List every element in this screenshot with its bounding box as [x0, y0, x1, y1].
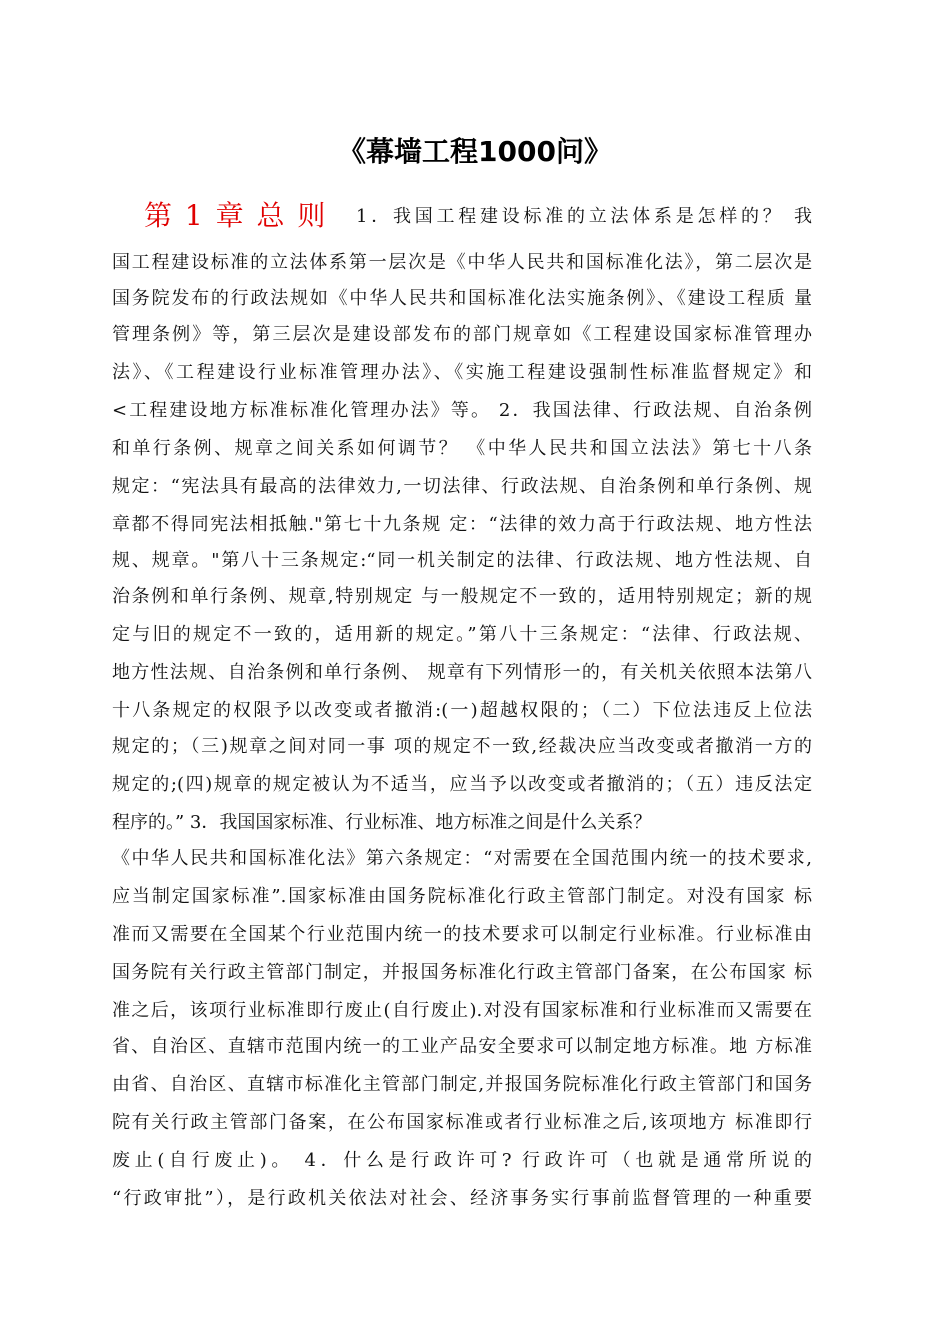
body-line: 《中华人民共和国标准化法》第六条规定：“对需要在全国范围内统一的技术要求, [112, 848, 812, 869]
body-line: 治条例和单行条例、规章,特别规定 与一般规定不一致的，适用特别规定；新的规 [112, 586, 812, 607]
first-line-text: 1．我国工程建设标准的立法体系是怎样的？ 我 [356, 206, 812, 227]
body-line: 和单行条例、规章之间关系如何调节？ 《中华人民共和国立法法》第七十八条 [112, 438, 812, 459]
body-line: 地方性法规、自治条例和单行条例、 规章有下列情形一的，有关机关依照本法第八 [112, 662, 812, 683]
body-line: 应当制定国家标准”.国家标准由国务院标准化行政主管部门制定。对没有国家 标 [112, 886, 812, 907]
body-line: 章都不得同宪法相抵触."第七十九条规 定：“法律的效力高于行政法规、地方性法 [112, 514, 812, 535]
body-line: 国务院有关行政主管部门制定，并报国务标准化行政主管部门备案，在公布国家 标 [112, 962, 812, 983]
body-line: 规定：“宪法具有最高的法律效力,一切法律、行政法规、自治条例和单行条例、规 [112, 476, 812, 497]
document-title: 《幕墙工程1000问》 [338, 135, 612, 168]
body-line: 准之后，该项行业标准即行废止(自行废止).对没有国家标准和行业标准而又需要在 [112, 1000, 812, 1021]
body-line: 法》、《工程建设行业标准管理办法》、《实施工程建设强制性标准监督规定》和 [112, 362, 812, 383]
body-line: 程序的。” 3．我国国家标准、行业标准、地方标准之间是什么关系？ [112, 812, 652, 833]
body-line: <工程建设地方标准标准化管理办法》等。 2．我国法律、行政法规、自治条例 [112, 400, 812, 421]
body-line: 废止(自行废止)。 4．什么是行政许可? 行政许可（也就是通常所说的 [112, 1150, 812, 1171]
body-line: 国务院发布的行政法规如《中华人民共和国标准化法实施条例》、《建设工程质 量 [112, 288, 812, 309]
body-line: 规定的；（三)规章之间对同一事 项的规定不一致,经裁决应当改变或者撤消一方的 [112, 736, 812, 757]
body-line: 准而又需要在全国某个行业范围内统一的技术要求可以制定行业标准。行业标准由 [112, 924, 812, 945]
body-line: “行政审批”），是行政机关依法对社会、经济事务实行事前监督管理的一种重要 [112, 1188, 812, 1209]
body-line: 十八条规定的权限予以改变或者撤消:(一)超越权限的；（二）下位法违反上位法 [112, 700, 812, 721]
body-line: 规定的;(四)规章的规定被认为不适当，应当予以改变或者撤消的；（五）违反法定 [112, 774, 812, 795]
body-line: 省、自治区、直辖市范围内统一的工业产品安全要求可以制定地方标准。地 方标准 [112, 1036, 812, 1057]
chapter-heading: 第 1 章 总 则 [144, 199, 328, 232]
body-line: 定与旧的规定不一致的，适用新的规定。”第八十三条规定：“法律、行政法规、 [112, 624, 812, 645]
body-line: 规、规章。"第八十三条规定:“同一机关制定的法律、行政法规、地方性法规、自 [112, 550, 812, 571]
body-line: 由省、自治区、直辖市标准化主管部门制定,并报国务院标准化行政主管部门和国务 [112, 1074, 812, 1095]
body-line: 管理条例》等，第三层次是建设部发布的部门规章如《工程建设国家标准管理办 [112, 324, 812, 345]
body-line: 院有关行政主管部门备案，在公布国家标准或者行业标准之后,该项地方 标准即行 [112, 1112, 812, 1133]
chapter-first-line [144, 196, 812, 236]
body-line: 国工程建设标准的立法体系第一层次是《中华人民共和国标准化法》，第二层次是 [112, 252, 812, 273]
